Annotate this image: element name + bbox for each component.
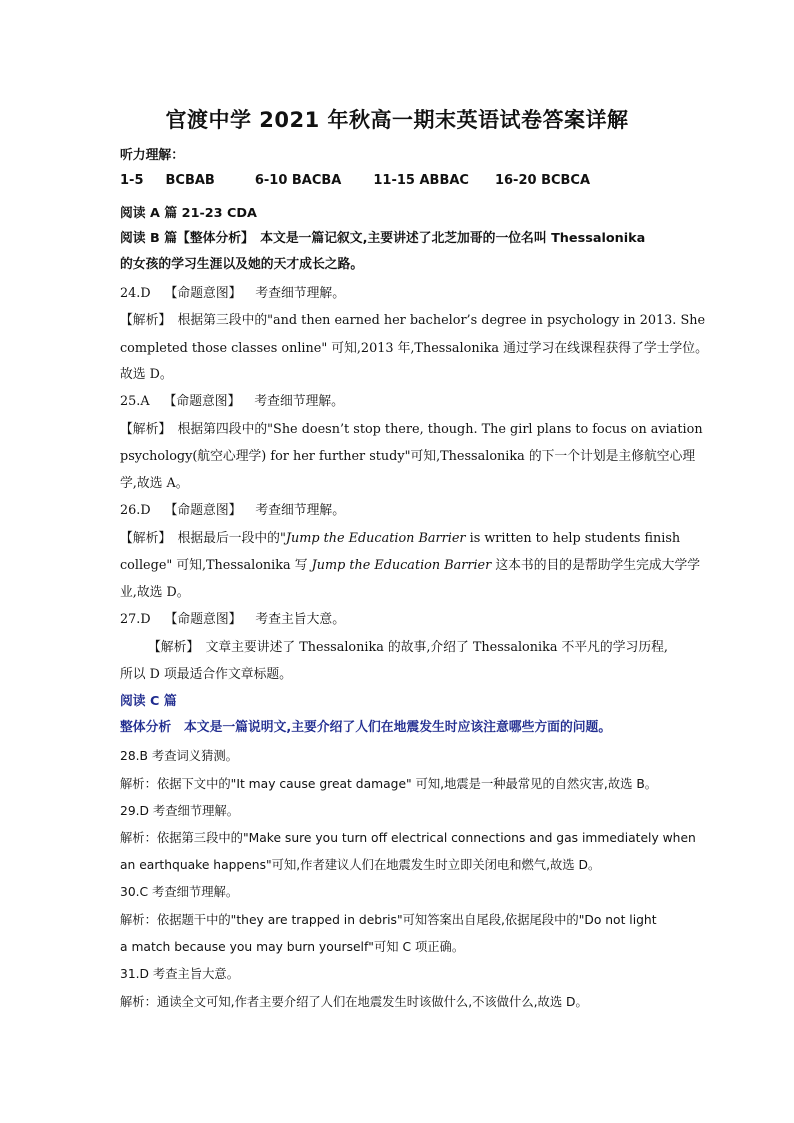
question-29-header: 29.D 考查细节理解。 xyxy=(120,804,240,818)
question-25-header xyxy=(120,393,680,411)
listening-answers xyxy=(120,172,680,190)
question-type: 考查细节理解。 xyxy=(255,286,345,301)
book-title: Jump the Education Barrier xyxy=(311,558,492,573)
analysis-text: 这本书的目的是帮助学生完成大学学 xyxy=(491,558,701,573)
question-type: 考查细节理解。 xyxy=(255,503,345,518)
analysis-text: 【解析】 根据最后一段中的" xyxy=(120,531,286,546)
question-tag: 【命题意图】 xyxy=(164,286,242,301)
question-26-header xyxy=(120,502,680,520)
reading-c-heading: 阅读 C 篇 xyxy=(120,694,177,709)
question-30-analysis-line-1: 解析：依据题干中的"they are trapped in debris"可知答案出自尾段,依据尾段中的"Do not light xyxy=(120,913,657,927)
reading-b-analysis-line-1: 阅读 B 篇【整体分析】 本文是一篇记叙文,主要讲述了北芝加哥的一位名叫 Thessalonika xyxy=(120,231,646,246)
listening-group-1: 1-5 xyxy=(120,173,144,188)
reading-b-analysis-line-2: 的女孩的学习生涯以及她的天才成长之路。 xyxy=(120,257,364,272)
question-30-analysis-line-2: a match because you may burn yourself"可知 C 项正确。 xyxy=(120,940,465,954)
reading-c-analysis: 整体分析 本文是一篇说明文,主要介绍了人们在地震发生时应该注意哪些方面的问题。 xyxy=(120,720,612,735)
question-number: 25.A xyxy=(120,394,150,409)
listening-group-2: BCBAB xyxy=(165,173,215,188)
question-29-analysis-line-1: 解析：依据第三段中的"Make sure you turn off electrical connections and gas immediately when xyxy=(120,831,696,845)
question-28-analysis: 解析：依据下文中的"It may cause great damage" 可知,地震是一种最常见的自然灾害,故选 B。 xyxy=(120,777,658,791)
question-tag: 【命题意图】 xyxy=(163,394,241,409)
question-25-analysis-line-3: 学,故选 A。 xyxy=(120,476,189,491)
question-25-analysis-line-1: 【解析】 根据第四段中的"She doesn’t stop there, though. The girl plans to focus on aviation xyxy=(120,422,703,437)
question-26-analysis-line-3: 业,故选 D。 xyxy=(120,585,190,600)
question-24-analysis-line-3: 故选 D。 xyxy=(120,367,173,382)
page-title: 官渡中学 2021 年秋高一期末英语试卷答案详解 xyxy=(165,108,629,132)
question-30-header: 30.C 考查细节理解。 xyxy=(120,885,239,899)
question-24-analysis-line-1: 【解析】 根据第三段中的"and then earned her bachelor’s degree in psychology in 2013. She xyxy=(120,313,706,328)
question-number: 24.D xyxy=(120,286,151,301)
question-type: 考查主旨大意。 xyxy=(255,612,345,627)
question-28-header: 28.B 考查词义猜测。 xyxy=(120,749,238,763)
question-31-analysis: 解析：通读全文可知,作者主要介绍了人们在地震发生时该做什么,不该做什么,故选 D。 xyxy=(120,995,588,1009)
question-tag: 【命题意图】 xyxy=(164,612,242,627)
analysis-text: is written to help students finish xyxy=(465,531,681,546)
listening-heading: 听力理解： xyxy=(120,148,184,163)
question-27-header xyxy=(120,611,680,629)
listening-group-3: 6-10 BACBA xyxy=(254,173,342,188)
question-26-analysis-line-1 xyxy=(120,530,680,548)
question-27-analysis-line-2: 所以 D 项最适合作文章标题。 xyxy=(120,667,292,682)
question-31-header: 31.D 考查主旨大意。 xyxy=(120,967,240,981)
book-title: Jump the Education Barrier xyxy=(285,531,466,546)
question-tag: 【命题意图】 xyxy=(164,503,242,518)
reading-a-answers: 阅读 A 篇 21-23 CDA xyxy=(120,206,257,221)
question-number: 26.D xyxy=(120,503,151,518)
question-29-analysis-line-2: an earthquake happens"可知,作者建议人们在地震发生时立即关闭电和燃气,故选 D。 xyxy=(120,858,601,872)
question-24-header xyxy=(120,285,680,303)
question-24-analysis-line-2: completed those classes online" 可知,2013 年,Thessalonika 通过学习在线课程获得了学士学位。 xyxy=(120,341,708,356)
listening-group-5: 16-20 BCBCA xyxy=(494,173,591,188)
question-26-analysis-line-2 xyxy=(120,557,701,575)
question-27-analysis-line-1: 【解析】 文章主要讲述了 Thessalonika 的故事,介绍了 Thessalonika 不平凡的学习历程, xyxy=(148,640,668,655)
analysis-text: college" 可知,Thessalonika 写 xyxy=(120,558,312,573)
listening-group-4: 11-15 ABBAC xyxy=(373,173,469,188)
question-number: 27.D xyxy=(120,612,151,627)
question-type: 考查细节理解。 xyxy=(254,394,344,409)
question-25-analysis-line-2: psychology(航空心理学) for her further study"可知,Thessalonika 的下一个计划是主修航空心理 xyxy=(120,449,696,464)
